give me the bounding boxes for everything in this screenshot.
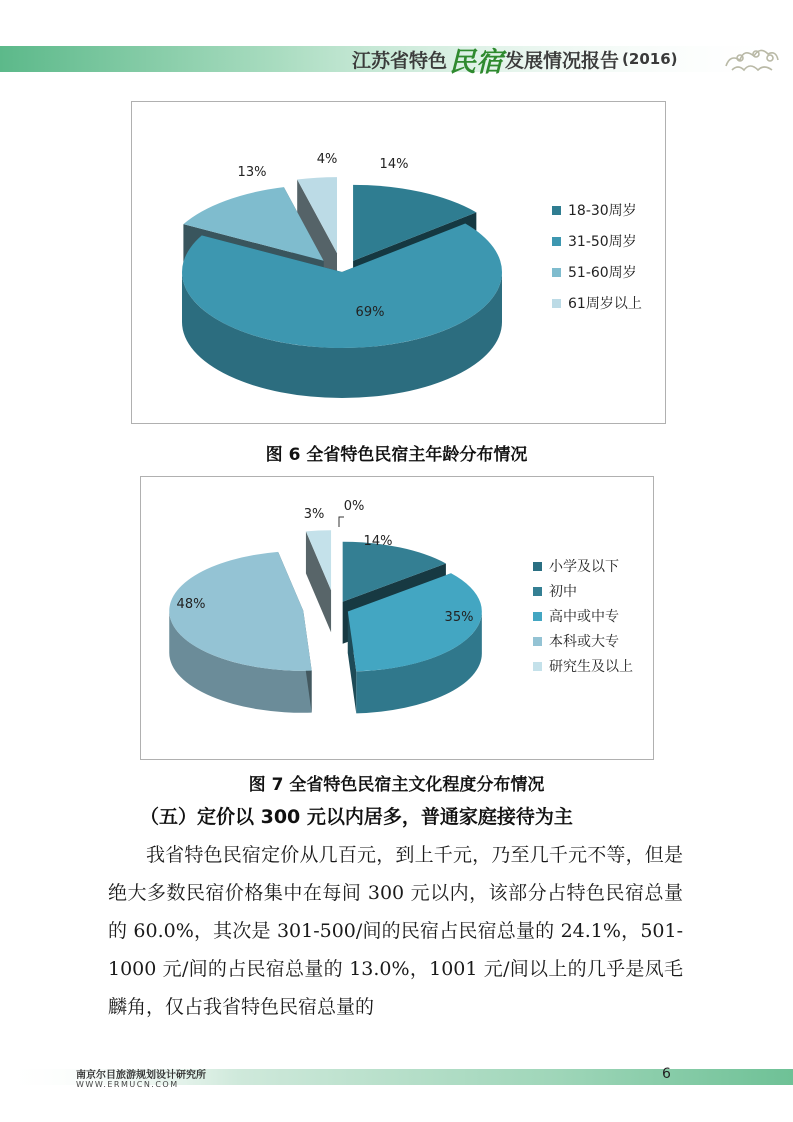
title-suffix: 发展情况报告 xyxy=(505,49,620,72)
legend-entry: 51-60周岁 xyxy=(568,265,637,281)
title-calligraphy-mark: 民宿 xyxy=(449,46,504,78)
legend-entry: 61周岁以上 xyxy=(568,296,642,312)
legend-entry: 31-50周岁 xyxy=(568,234,637,250)
data-label: 35% xyxy=(444,610,474,625)
legend-entry: 小学及以下 xyxy=(549,559,619,575)
body-text xyxy=(108,836,683,1026)
figure-7-caption: 图 7 全省特色民宿主文化程度分布情况 xyxy=(248,775,545,795)
legend-swatch xyxy=(533,587,542,596)
figure-6-caption: 图 6 全省特色民宿主年龄分布情况 xyxy=(265,445,528,465)
legend-swatch xyxy=(533,612,542,621)
age-distribution-chart xyxy=(131,101,666,424)
legend-swatch xyxy=(533,562,542,571)
data-label: 69% xyxy=(355,305,385,320)
data-label-leader xyxy=(339,517,344,527)
title-prefix: 江苏省特色 xyxy=(352,49,448,72)
legend-swatch xyxy=(533,662,542,671)
data-label: 14% xyxy=(379,157,409,172)
title-year: (2016) xyxy=(622,50,678,68)
legend-swatch xyxy=(552,206,561,215)
legend-swatch xyxy=(552,237,561,246)
legend-swatch xyxy=(552,299,561,308)
education-pie-svg xyxy=(141,477,653,759)
data-label: 13% xyxy=(237,165,267,180)
data-label: 3% xyxy=(303,507,325,522)
legend-swatch xyxy=(533,637,542,646)
legend-swatch xyxy=(552,268,561,277)
data-label: 14% xyxy=(363,534,393,549)
legend-entry: 本科或大专 xyxy=(549,634,619,650)
legend-entry: 18-30周岁 xyxy=(568,203,637,219)
body-paragraph: 我省特色民宿定价从几百元，到上千元，乃至几千元不等，但是绝大多数民宿价格集中在每间 300 元以内，该部分占特色民宿总量的 60.0%，其次是 301-500/间的民宿占民宿总量的 24.1%，501-1000 元/间的占民宿总量的 13.0%，1001 元/间以上的几乎是凤毛麟角，仅占我省特色民宿总量的 xyxy=(108,844,683,1018)
education-distribution-chart xyxy=(140,476,654,760)
data-label: 0% xyxy=(343,499,365,514)
footer-url: WWW.ERMUCN.COM xyxy=(76,1080,179,1089)
legend-entry: 初中 xyxy=(549,584,577,600)
age-pie-svg xyxy=(132,102,665,423)
cloud-ornament-icon xyxy=(722,40,784,76)
section-heading: （五）定价以 300 元以内居多，普通家庭接待为主 xyxy=(140,806,573,828)
legend-entry: 高中或中专 xyxy=(549,609,619,625)
footer-organization: 南京尔目旅游规划设计研究所 xyxy=(76,1070,206,1081)
data-label: 48% xyxy=(176,597,206,612)
page-number: 6 xyxy=(662,1066,671,1082)
legend-entry: 研究生及以上 xyxy=(549,659,633,675)
report-title xyxy=(352,44,678,78)
data-label: 4% xyxy=(316,152,338,167)
